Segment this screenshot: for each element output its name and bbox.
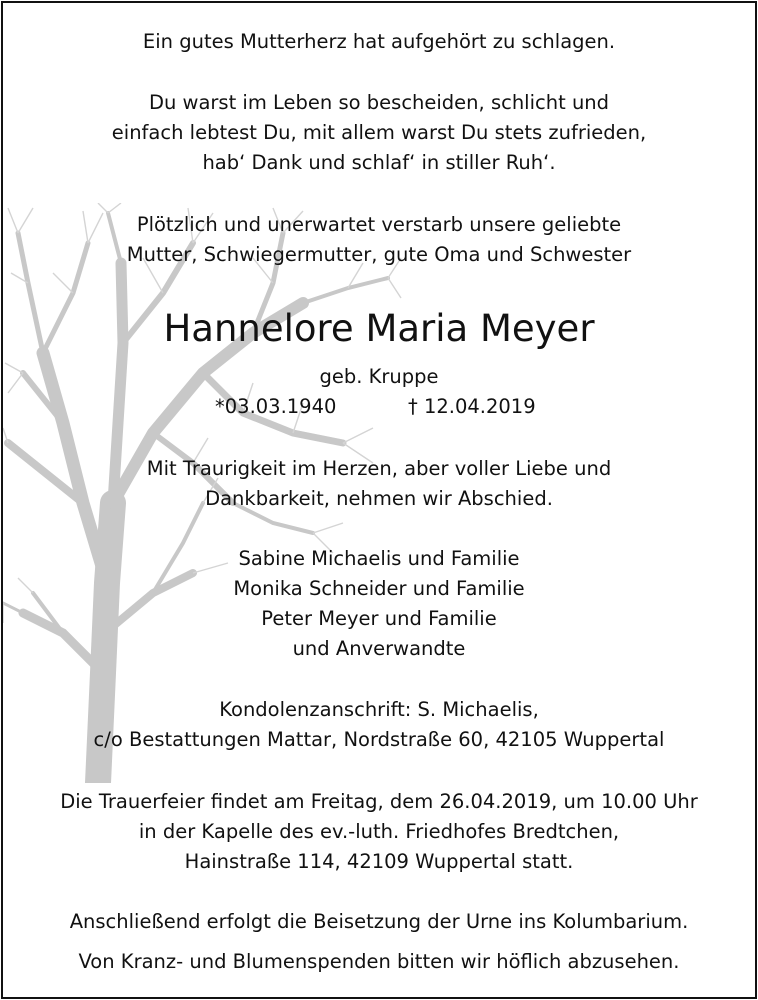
obituary-frame (1, 1, 757, 999)
mourner-line: Peter Meyer und Familie (261, 607, 497, 630)
farewell-line: Mit Traurigkeit im Herzen, aber voller Liebe und (146, 457, 612, 480)
mourner-line: und Anverwandte (292, 637, 466, 660)
life-dates (3, 392, 755, 422)
condolence-line: Kondolenzanschrift: S. Michaelis, (219, 698, 539, 721)
farewell-line: Dankbarkeit, nehmen wir Abschied. (205, 487, 553, 510)
mourner-line: Monika Schneider und Familie (233, 577, 525, 600)
opening-line: Ein gutes Mutterherz hat aufgehört zu schlagen. (142, 30, 616, 53)
birth-date: *03.03.1940 (215, 395, 337, 418)
poem-line: hab‘ Dank und schlaf‘ in stiller Ruh‘. (202, 151, 556, 174)
poem-line: Du warst im Leben so bescheiden, schlicht und (148, 91, 610, 114)
announcement-line: Mutter, Schwiegermutter, gute Oma und Schwester (126, 243, 632, 266)
urn-burial-line: Anschließend erfolgt die Beisetzung der Urne ins Kolumbarium. (69, 910, 689, 933)
death-date: † 12.04.2019 (408, 395, 536, 418)
maiden-name: geb. Kruppe (319, 365, 439, 388)
funeral-line: Hainstraße 114, 42109 Wuppertal statt. (184, 850, 574, 873)
mourner-line: Sabine Michaelis und Familie (238, 547, 520, 570)
announcement-line: Plötzlich und unerwartet verstarb unsere geliebte (136, 213, 622, 236)
deceased-name: Hannelore Maria Meyer (163, 307, 595, 350)
funeral-line: in der Kapelle des ev.-luth. Friedhofes Bredtchen, (138, 820, 620, 843)
condolence-line: c/o Bestattungen Mattar, Nordstraße 60, 42105 Wuppertal (93, 728, 665, 751)
poem-line: einfach lebtest Du, mit allem warst Du stets zufrieden, (111, 121, 647, 144)
flowers-note-line: Von Kranz- und Blumenspenden bitten wir höflich abzusehen. (78, 950, 680, 973)
funeral-line: Die Trauerfeier findet am Freitag, dem 26.04.2019, um 10.00 Uhr (60, 790, 698, 813)
obituary-text (3, 3, 755, 997)
